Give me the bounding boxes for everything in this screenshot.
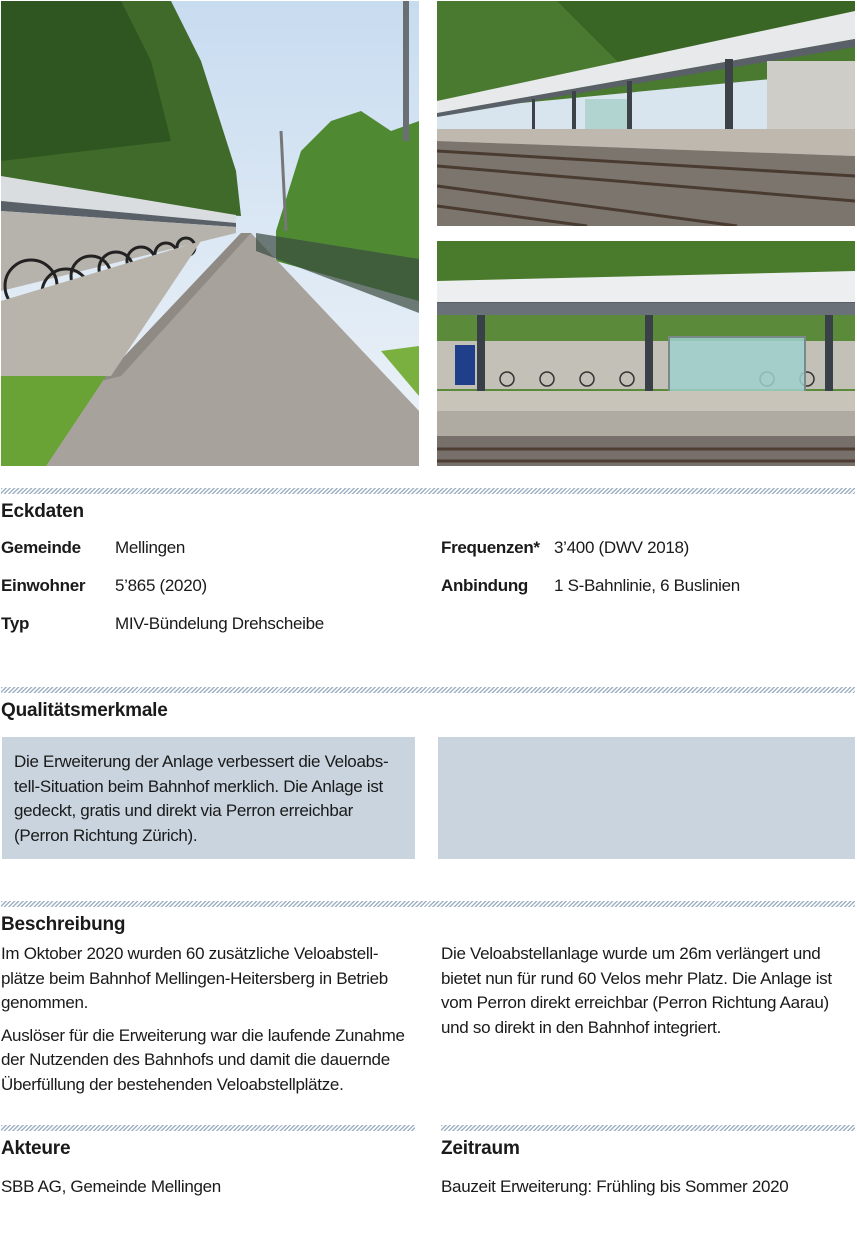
typ-label: Typ — [1, 614, 30, 633]
section-divider — [1, 687, 855, 693]
einwohner-value: 5’865 (2020) — [115, 576, 207, 595]
beschreibung-title: Beschreibung — [1, 914, 126, 935]
beschreibung-paragraph: Im Oktober 2020 wurden 60 zusätzliche Veloabstellplätze beim Bahnhof Mellingen-Heitersberg in Betrieb genommen. — [1, 944, 388, 1012]
qualitaet-title: Qualitätsmerkmale — [1, 700, 168, 721]
beschreibung-paragraph: Auslöser für die Erweiterung war die laufende Zunahme der Nutzenden des Bahnhofs und damit die dauernde Überfüllung der bestehenden Veloabstellplätze. — [1, 1025, 405, 1094]
typ-value: MIV-Bündelung Drehscheibe — [115, 614, 324, 633]
frequenzen-value: 3’400 (DWV 2018) — [554, 538, 690, 557]
gemeinde-value: Mellingen — [115, 538, 186, 557]
anbindung-label: Anbindung — [441, 576, 528, 595]
qualitaet-text: Die Erweiterung der Anlage verbessert die Veloabstell-Situation beim Bahnhof merklich. Die Anlage ist gedeckt, gratis und direkt via Perron erreichbar (Perron Richtung Zürich). — [14, 752, 389, 845]
section-divider — [441, 1125, 855, 1131]
gemeinde-label: Gemeinde — [1, 538, 81, 557]
eckdaten-title: Eckdaten — [1, 501, 84, 522]
platform-shelter-photo — [437, 241, 855, 466]
section-divider — [1, 1125, 415, 1131]
frequenzen-label: Frequenzen* — [441, 538, 540, 557]
platform-overview-photo — [437, 1, 855, 226]
beschreibung-right-column — [441, 942, 855, 1048]
bike-parking-path-photo — [1, 1, 419, 466]
qualitaet-box — [2, 737, 415, 859]
qualitaet-box-empty — [438, 737, 855, 859]
section-divider — [1, 488, 855, 494]
beschreibung-left-column — [1, 942, 416, 1105]
akteure-text: SBB AG, Gemeinde Mellingen — [1, 1177, 221, 1196]
zeitraum-text: Bauzeit Erweiterung: Frühling bis Sommer 2020 — [441, 1177, 789, 1196]
section-divider — [1, 901, 855, 907]
akteure-title: Akteure — [1, 1138, 71, 1159]
anbindung-value: 1 S-Bahnlinie, 6 Buslinien — [554, 576, 740, 595]
zeitraum-title: Zeitraum — [441, 1138, 520, 1159]
beschreibung-paragraph: Die Veloabstellanlage wurde um 26m verlängert und bietet nun für rund 60 Velos mehr Platz. Die Anlage ist vom Perron direkt erreichbar (Perron Richtung Aarau) und so direkt in den Bahnhof integriert. — [441, 944, 832, 1037]
einwohner-label: Einwohner — [1, 576, 86, 595]
